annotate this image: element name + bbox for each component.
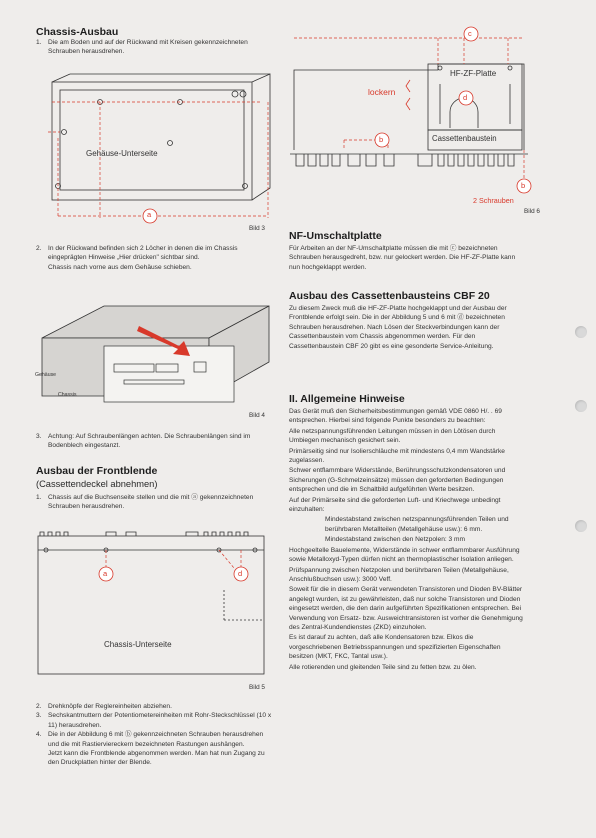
step-3-number: 3. [36,433,42,440]
note-8: Hochgeeltelle Bauelemente, Widerstände in schwer entflammbarer Ausführung sowie Metalloxyd-Typen dürfen nicht an thermoplastischer Isolation anliegen. [289,546,520,564]
figure-4-label-housing: Gehäuse [35,372,57,378]
step-3-text: Achtung: Auf Schraubenlängen achten. Die Schraubenlängen sind im Bodenblech eingestanzt. [48,433,251,450]
figure-6-marker-c: c [468,29,472,38]
fb-step-3-text: Sechskantmuttern der Potentiometereinheiten mit Rohr-Steckschlüssel (10 x 11) herausdrehen. [48,712,272,729]
step-2-number: 2. [36,245,42,252]
binder-hole-icon [575,326,587,338]
figure-5-marker-d: d [238,569,243,578]
heading-nf-umschaltplatte: NF-Umschaltplatte [289,230,382,242]
note-3: Primärseitig sind nur Isolierschläuche mit mindestens 0,4 mm Wandstärke zugelassen. [289,447,505,465]
figure-5-label: Chassis-Unterseite [104,640,172,649]
figure-6-boards [288,24,538,214]
figure-4-label-chassis: Chassis [58,392,77,398]
step-1-text: Die am Boden und auf der Rückwand mit Kreisen gekennzeichneten Schrauben herausdrehen. [48,39,248,56]
figure-6-marker-b2: b [521,181,526,190]
note-12: Alle rotierenden und gleitenden Teile sind zu fetten bzw. zu ölen. [289,663,477,671]
note-2: Alle netzspannungsführenden Leitungen müssen in den Lötösen durch Umbiegen mechanisch gesichert sein. [289,427,496,445]
figure-5-caption: Bild 5 [249,684,265,691]
fb-step-1-text: Chassis auf die Buchsenseite stellen und die mit ⓐ gekennzeichneten Schrauben herausdrehen. [48,494,254,511]
step-2-text: In der Rückwand befinden sich 2 Löcher in denen die im Chassis eingeprägten Hinweise „Hier drücken" sichtbar sind. [48,245,238,262]
figure-6-board-cassette: Cassettenbaustein [432,134,497,143]
figure-3-label: Gehäuse-Unterseite [86,149,158,158]
nf-paragraph: Für Arbeiten an der NF-Umschaltplatte müssen die mit ⓒ bezeichneten Schrauben herausgedreht, bzw. nur gelockert werden. Die HF-ZF-Platte kann nun hochgeklappt werden. [289,245,516,271]
figure-5-chassis-underside [34,530,269,680]
step-1-number: 1. [36,39,42,46]
note-5: Auf der Primärseite sind die geforderten Luft- und Kriechwege unbedingt einzuhalten: [289,496,501,514]
cbf-paragraph: Zu diesem Zweck muß die HF-ZF-Platte hochgeklappt und der Ausbau der Frontblende erfolgt sein. Die in der Abbildung 5 und 6 mit ⓓ bezeichneten Schrauben herausdrehen. Nach Lösen der Steckverbindungen kann der Cassettenbaustein vom Chassis abgenommen werden. Für den Cassettenbaustein CBF 20 gibt es eine gesonderte Service-Anleitung. [289,305,507,350]
step-1 [36,38,272,57]
fb-step-4-text: Die in der Abbildung 6 mit ⓑ gekennzeichneten Schrauben herausdrehen und die mit Rastierviereckern bezeichneten Rastungen aushängen. [48,731,264,748]
figure-3-housing-underside [30,68,275,228]
figure-6-label-screws: 2 Schrauben [473,196,514,205]
figure-5-marker-a: a [103,569,108,578]
figure-4-caption: Bild 4 [249,412,265,419]
heading-frontblende-sub: (Cassettendeckel abnehmen) [36,479,158,489]
heading-chassis-ausbau: Chassis-Ausbau [36,26,119,38]
step-2 [36,244,272,272]
figure-6-label-loosen: lockern [368,87,396,97]
note-7: Mindestabstand zwischen den Netzpolen: 3 mm [325,536,466,544]
fb-step-4-text-b: Jetzt kann die Frontblende abgenommen werden. Man hat nun Zugang zu den Druckplatten hinter der Blende. [48,750,265,767]
binder-hole-icon [575,520,587,532]
figure-3-caption: Bild 3 [249,225,265,232]
fb-step-1 [36,493,272,512]
general-notes [289,407,525,673]
figure-6-board-hf-zf: HF-ZF-Platte [450,69,497,78]
fb-step-3-number: 3. [36,712,42,720]
step-2-text-b: Chassis nach vorne aus dem Gehäuse schieben. [48,263,192,271]
step-3 [36,432,272,451]
note-11: Es ist darauf zu achten, daß alle Kondensatoren bzw. Elkos die vorgeschriebenen Betriebsspannungen und spezifizierten Eigenschaften besitzen (MKT, FKC, Tantal usw.). [289,634,501,661]
fb-steps-2-4 [36,702,272,768]
note-1: Das Gerät muß den Sicherheitsbestimmungen gemäß VDE 0860 H/. . 69 entsprechen. Hierbei sind folgende Punkte besonders zu beachten: [289,408,502,425]
binder-hole-icon [575,400,587,412]
figure-3-marker-a: a [147,210,152,219]
heading-allgemeine-hinweise: II. Allgemeine Hinweise [289,393,405,405]
figure-6-caption: Bild 6 [524,208,540,215]
note-4: Schwer entflammbare Widerstände, Berührungsschutzkondensatoren und Sicherungen (G-Schmelzeinsätze) müssen den geforderten Bedingungen entsprechen und die im Schaltbild aufgeführten Werte besitzen. [289,467,506,494]
fb-step-4-number: 4. [36,731,42,739]
heading-frontblende: Ausbau der Frontblende [36,465,158,477]
fb-step-1-number: 1. [36,494,42,501]
fb-step-2-text: Drehknöpfe der Reglereinheiten abziehen. [48,703,172,710]
figure-6-marker-b1: b [379,135,384,144]
heading-cassettenbaustein: Ausbau des Cassettenbausteins CBF 20 [289,290,490,302]
note-6: Mindestabstand zwischen netzspannungsführenden Teilen und berührbaren Metallteilen (Metallgehäuse usw.): 6 mm. [325,516,509,533]
fb-step-2-number: 2. [36,703,42,710]
figure-6-marker-d: d [463,93,468,102]
note-10: Soweit für die in diesem Gerät verwendeten Transistoren und Dioden BV-Blätter angelegt wurden, ist zu gewährleisten, daß nur solche Transistoren und Dioden eingesetzt werden, die den darin aufgeführten Spezifikationen entsprechen. Bei Verwendung von Ersatz- bzw. Ausweichtransistoren ist vorher die Genehmigung des Zentral-Kundendienstes (ZKD) einzuholen. [289,586,523,631]
note-9: Prüfspannung zwischen Netzpolen und berührbaren Teilen (Metallgehäuse, Anschlußbuchsen usw.): 3000 Veff. [289,566,509,583]
